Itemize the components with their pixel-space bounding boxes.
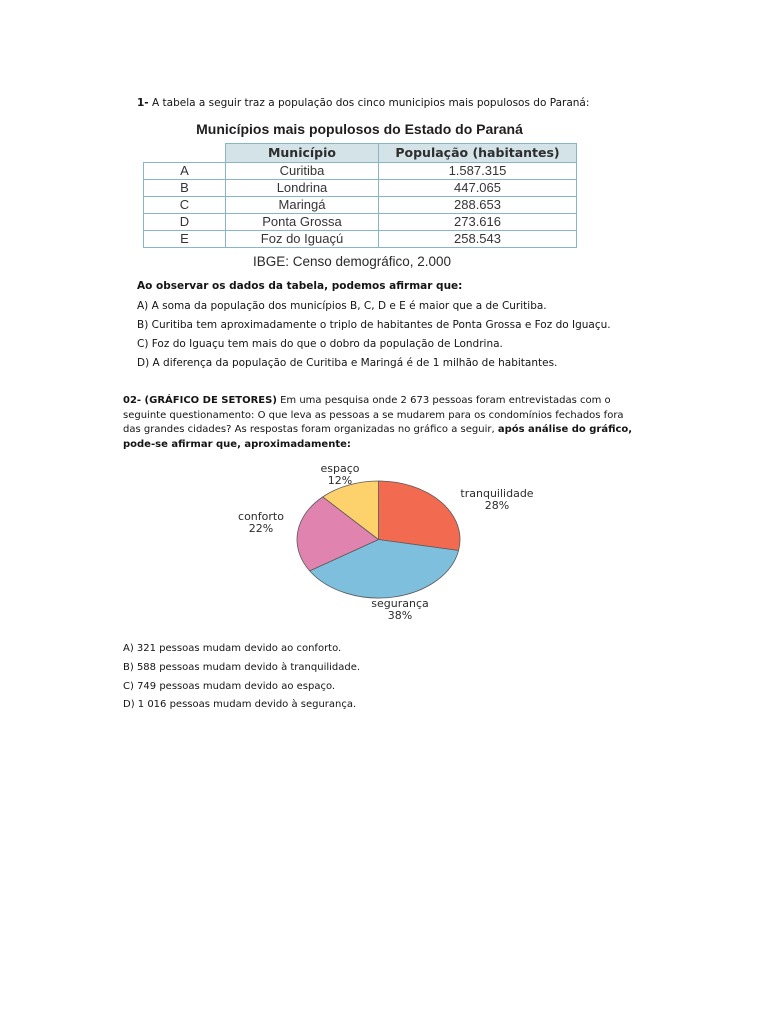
table-header-row	[144, 144, 577, 163]
table-row	[144, 214, 577, 231]
question-2-heading: 02- (GRÁFICO DE SETORES)	[123, 395, 277, 406]
population-value: 258.543	[379, 231, 577, 248]
question-2-statement-line: seguinte questionamento: O que leva as pessoas a se mudarem para os condomínios fechados fora	[123, 410, 624, 421]
question-1-lead-in: Ao observar os dados da tabela, podemos afirmar que:	[137, 280, 463, 292]
pie-label-conforto	[211, 511, 311, 534]
question-1-option-b: B) Curitiba tem aproximadamente o triplo de habitantes de Ponta Grossa e Foz do Iguaçu.	[137, 319, 611, 331]
table-source: IBGE: Censo demográfico, 2.000	[252, 254, 452, 269]
table-header-municipio: Município	[226, 144, 379, 163]
question-1-option-a: A) A soma da população dos municípios B, C, D e E é maior que a de Curitiba.	[137, 300, 547, 312]
question-1-option-d: D) A diferença da população de Curitiba e Maringá é de 1 milhão de habitantes.	[137, 357, 558, 369]
pie-label-category: conforto	[238, 510, 284, 523]
question-2-emphasis: pode-se afirmar que, aproximadamente:	[123, 439, 351, 450]
table-row	[144, 163, 577, 180]
municipality-name: Foz do Iguaçú	[226, 231, 379, 248]
population-value: 273.616	[379, 214, 577, 231]
question-2-statement-line	[123, 394, 611, 408]
population-value: 1.587.315	[379, 163, 577, 180]
population-value: 288.653	[379, 197, 577, 214]
question-1-number: 1-	[137, 97, 149, 109]
question-2-option-c: C) 749 pessoas mudam devido ao espaço.	[123, 681, 336, 692]
population-table	[143, 143, 577, 248]
row-letter: D	[144, 214, 226, 231]
table-row	[144, 231, 577, 248]
table-header-populacao: População (habitantes)	[379, 144, 577, 163]
pie-label-value: 12%	[327, 473, 353, 487]
row-letter: C	[144, 197, 226, 214]
municipality-name: Londrina	[226, 180, 379, 197]
municipality-name: Curitiba	[226, 163, 379, 180]
pie-label-category: segurança	[371, 597, 429, 610]
pie-label-value: 38%	[387, 608, 413, 622]
row-letter: A	[144, 163, 226, 180]
table-row	[144, 180, 577, 197]
question-2-emphasis: após análise do gráfico,	[497, 424, 633, 435]
pie-label-espaco	[290, 463, 390, 486]
pie-label-category: tranquilidade	[460, 487, 534, 500]
table-row	[144, 197, 577, 214]
population-value: 447.065	[379, 180, 577, 197]
row-letter: E	[144, 231, 226, 248]
table-title: Municípios mais populosos do Estado do Paraná	[196, 121, 523, 137]
pie-label-tranquilidade	[447, 488, 547, 511]
question-1-text: A tabela a seguir traz a população dos cinco municipios mais populosos do Paraná:	[152, 97, 590, 109]
question-1-prompt	[137, 96, 589, 110]
pie-label-value: 28%	[484, 498, 510, 512]
municipality-name: Ponta Grossa	[226, 214, 379, 231]
municipality-name: Maringá	[226, 197, 379, 214]
pie-chart	[290, 474, 466, 606]
question-2-statement-line	[123, 423, 632, 437]
question-2-text: das grandes cidades? As respostas foram organizadas no gráfico a seguir,	[123, 424, 495, 435]
question-1-option-c: C) Foz do Iguaçu tem mais do que o dobro da população de Londrina.	[137, 338, 503, 350]
row-letter: B	[144, 180, 226, 197]
question-2-text: Em uma pesquisa onde 2 673 pessoas foram entrevistadas com o	[280, 395, 611, 406]
question-2-option-b: B) 588 pessoas mudam devido à tranquilidade.	[123, 662, 361, 673]
question-2-option-d: D) 1 016 pessoas mudam devido à segurança.	[123, 699, 357, 710]
pie-label-seguranca	[350, 598, 450, 621]
table-header-blank	[144, 144, 226, 163]
pie-label-category: espaço	[320, 462, 360, 475]
pie-label-value: 22%	[248, 521, 274, 535]
question-2-option-a: A) 321 pessoas mudam devido ao conforto.	[123, 643, 342, 654]
